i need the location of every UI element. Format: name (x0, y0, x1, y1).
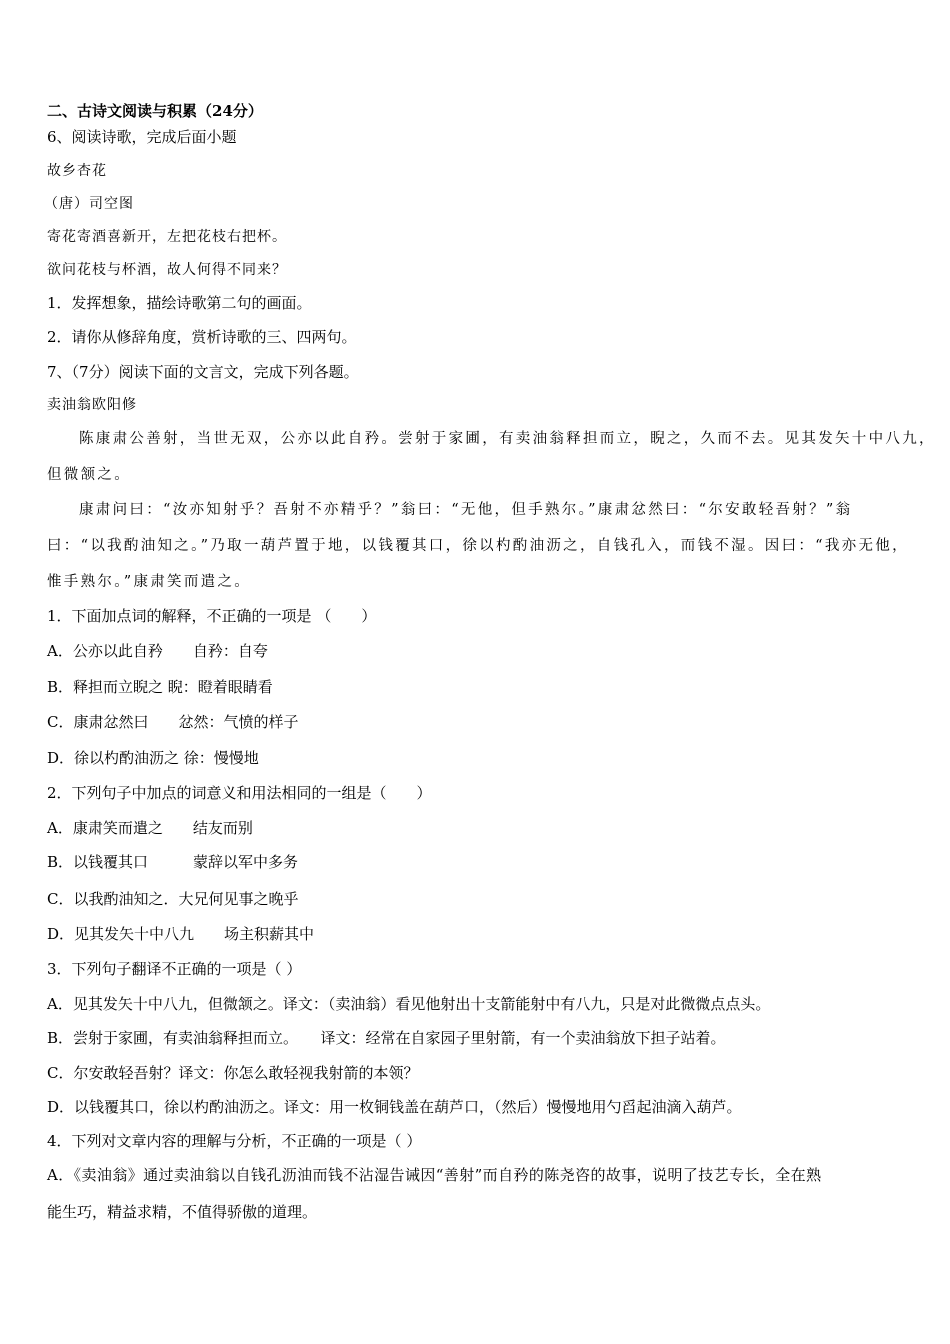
q6-sub-1: 1．发挥想象，描绘诗歌第二句的画面。 (47, 294, 312, 312)
para1-line-2: 但微颔之。 (47, 467, 131, 483)
para2-line-1: 康肃问曰：“汝亦知射乎？吾射不亦精乎？”翁曰：“无他，但手熟尔。”康肃忿然曰：“尔安敢轻吾射？”翁 (79, 502, 853, 518)
q7-title: 7、（7分）阅读下面的文言文，完成下列各题。 (47, 363, 359, 381)
q7-1-option-c: C．康肃忿然曰 忿然：气愤的样子 (47, 713, 299, 731)
para2-line-2: 曰：“以我酌油知之。”乃取一葫芦置于地，以钱覆其口，徐以杓酌油沥之，自钱孔入，而钱不湿。因曰：“我亦无他， (47, 538, 909, 554)
text-title: 卖油翁欧阳修 (47, 397, 137, 413)
q7-2-option-c: C．以我酌油知之．大兄何见事之晚乎 (47, 890, 299, 908)
poem-title: 故乡杏花 (47, 163, 107, 179)
section-title: 二、古诗文阅读与积累（24分） (47, 102, 263, 120)
q6-sub-2: 2．请你从修辞角度，赏析诗歌的三、四两句。 (47, 328, 357, 346)
q7-4-option-a-line-1: A．《卖油翁》通过卖油翁以自钱孔沥油而钱不沾湿告诫因“善射”而自矜的陈尧咨的故事，说明了技艺专长，全在熟 (47, 1166, 822, 1184)
q7-3-option-d: D．以钱覆其口，徐以杓酌油沥之。译文：用一枚铜钱盖在葫芦口，（然后）慢慢地用勺舀起油滴入葫芦。 (47, 1098, 742, 1116)
q7-1-option-a: A．公亦以此自矜 自矜：自夸 (47, 642, 268, 660)
q7-3-option-b: B．尝射于家圃，有卖油翁释担而立。 译文：经常在自家园子里射箭，有一个卖油翁放下担子站着。 (47, 1029, 726, 1047)
poem-line-1: 寄花寄酒喜新开，左把花枝右把杯。 (47, 229, 287, 245)
q6-title: 6、阅读诗歌，完成后面小题 (47, 128, 237, 146)
para1-line-1: 陈康肃公善射，当世无双，公亦以此自矜。尝射于家圃，有卖油翁释担而立，睨之，久而不去。见其发矢十中八九， (79, 431, 936, 447)
q7-2-option-b: B．以钱覆其口 蒙辞以军中多务 (47, 853, 299, 871)
q7-1-option-d: D．徐以杓酌油沥之 徐：慢慢地 (47, 749, 259, 767)
poem-author: （唐）司空图 (44, 196, 134, 212)
q7-1-stem: 1．下面加点词的解释，不正确的一项是 （ ） (47, 607, 377, 625)
para2-line-3: 惟手熟尔。”康肃笑而遣之。 (47, 574, 252, 590)
q7-2-option-d: D．见其发矢十中八九 场主积薪其中 (47, 925, 315, 943)
q7-4-option-a-line-2: 能生巧，精益求精，不值得骄傲的道理。 (47, 1203, 318, 1221)
poem-line-2: 欲问花枝与杯酒，故人何得不同来？ (47, 262, 287, 278)
q7-3-option-c: C．尔安敢轻吾射？译文：你怎么敢轻视我射箭的本领？ (47, 1064, 419, 1082)
q7-4-stem: 4．下列对文章内容的理解与分析，不正确的一项是（ ） (47, 1132, 422, 1150)
q7-3-stem: 3．下列句子翻译不正确的一项是（ ） (47, 960, 302, 978)
q7-3-option-a: A．见其发矢十中八九，但微颔之。译文：（卖油翁）看见他射出十支箭能射中有八九，只是对此微微点点头。 (47, 995, 771, 1013)
q7-2-stem: 2．下列句子中加点的词意义和用法相同的一组是（ ） (47, 784, 432, 802)
q7-2-option-a: A．康肃笑而遣之 结友而别 (47, 819, 253, 837)
q7-1-option-b: B．释担而立睨之 睨：瞪着眼睛看 (47, 678, 273, 696)
